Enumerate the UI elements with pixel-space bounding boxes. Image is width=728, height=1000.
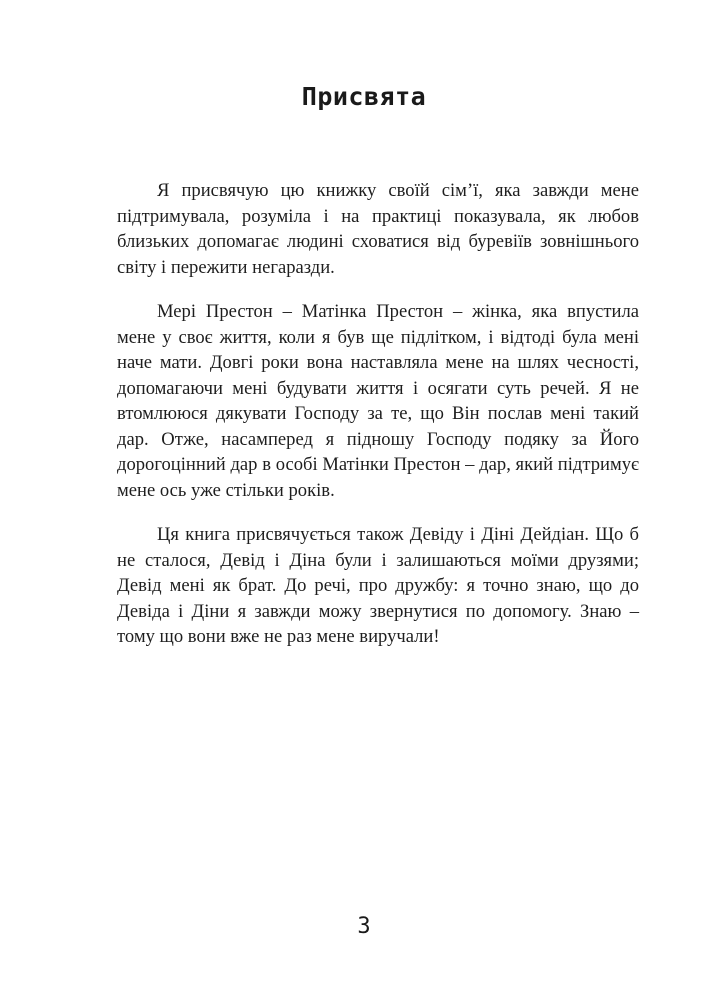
- page-number: 3: [357, 914, 371, 939]
- paragraph-mary-preston: Мері Престон – Матінка Престон – жінка, яка впустила мене у своє життя, коли я був ще підлітком, і відтоді була мені наче мати. Довгі роки вона наставляла мене на шлях чесності, допомагаючи мені будувати життя і осягати суть речей. Я не втомлююся дякувати Господу за те, що Він послав мені такий дар. Отже, насамперед я підношу Господу подяку за Його дорогоцінний дар в особі Матінки Престон – дар, який підтримує мене ось уже стільки років.: [117, 301, 639, 501]
- page-title: Присвята: [301, 82, 427, 111]
- paragraph-david-dina: Ця книга присвячується також Девіду і Діні Дейдіан. Що б не сталося, Девід і Діна були і залишаються моїми друзями; Девід мені як брат. До речі, про дружбу: я точно знаю, що до Девіда і Діни я завжди можу звернутися по допомогу. Знаю – тому що вони вже не раз мене виручали!: [117, 524, 639, 647]
- dedication-text: [117, 178, 639, 669]
- paragraph-family: Я присвячую цю книжку своїй сім’ї, яка завжди мене підтримувала, розуміла і на практиці показувала, як любов близьких допомагає людині сховатися від буревіїв зовнішнього світу і пережити негаразди.: [117, 180, 639, 278]
